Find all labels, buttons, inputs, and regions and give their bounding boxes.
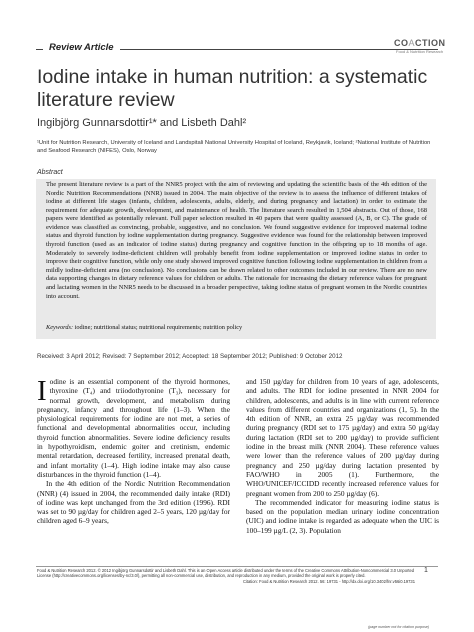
authors: Ingibjörg Gunnarsdottir¹* and Lisbeth Dahl² <box>37 117 247 129</box>
abstract-label: Abstract <box>37 169 63 176</box>
paragraph-rdi: and 150 µg/day for children from 10 years of age, adolescents, and adults. The RDI for iodine presented in NNR 2004 for children, adolescents, and adults is in line with current reference values from different countries and organizations (1, 5). In the 4th edition of NNR, an extra 25 µg/day was recommended during pregnancy (RDI set to 175 µg/day) and extra 50 µg/day during lactation (RDI set to 200 µg/day) to provide sufficient iodine in the breast milk (NNR 2004). These reference values were lower than the reference values of 200 µg/day during pregnancy and 250 µg/day during lactation presented by FAO/WHO in 2005 (1). Furthermore, the WHO/UNICEF/ICCIDD recently increased reference values for pregnant women from 200 to 250 µg/day (6). <box>246 377 439 498</box>
journal-logo[interactable] <box>394 38 446 54</box>
body-column-left <box>37 377 230 526</box>
body-column-right <box>246 377 439 535</box>
paragraph-intro: odine is an essential component of the thyroid hormones, thyroxine (T₄) and triiodothyronine (T₃), necessary for normal growth, development, and metabolism during pregnancy, infancy and throughout life (1–3). When the physiological requirements for iodine are not met, a series of functional and developmental abnormalities occur, including thyroid function abnormalities. Severe iodine deficiency results in hypothyroidism, endemic goiter and cretinism, endemic mental retardation, decreased fertility, increased prenatal death, and infant mortality (1–4). High iodine intake may also cause disturbances in the thyroid function (1–4). <box>37 377 230 479</box>
keywords-label: Keywords: <box>46 324 74 331</box>
keywords <box>46 324 427 331</box>
footer-rule <box>36 566 438 567</box>
abstract-text: The present literature review is a part of the NNR5 project with the aim of reviewing and updating the scientific basis of the 4th edition of the Nordic Nutrition Recommendations (NNR) issued in 2004. The main objective of the review is to assess the influence of different intakes of iodine at different life stages (infants, children, adolescents, adults, elderly, and during pregnancy and lactation) in order to estimate the requirement for adequate growth, development, and maintenance of health. The literature search resulted in 1,504 abstracts. Out of those, 168 papers were identified as potentially relevant. Full paper selection resulted in 40 papers that were quality assessed (A, B, or C). The grade of evidence was classified as convincing, probable, suggestive, and no conclusion. We found suggestive evidence for improved maternal iodine status and thyroid function by iodine supplementation during pregnancy. Suggestive evidence was found for the relationship between improved thyroid function (used as an indicator of iodine status) during pregnancy and cognitive function in the offspring up to 18 months of age. Moderately to severely iodine-deficient children will probably benefit from iodine supplementation or improved iodine status in order to improve their cognitive function, while only one study showed improved cognitive function following iodine supplementation in children from a mildly iodine-deficient area (no conclusion). No conclusions can be drawn related to other outcomes included in our review. There are no new data supporting changes in dietary reference values for children or adults. The rationale for increasing the dietary reference values for pregnant and lactating women in the NNR5 needs to be discussed in a broader perspective, taking iodine status of pregnant women in the Nordic countries into account. <box>46 181 427 300</box>
logo-text-prefix: CO <box>394 38 409 48</box>
logo-text-a: A <box>408 38 416 48</box>
page-number-note: (page number not for citation purpose) <box>368 625 430 629</box>
paragraph-nnr: In the 4th edition of the Nordic Nutrition Recommendation (NNR) (4) issued in 2004, the recommended daily intake (RDI) of iodine was kept unchanged from the 3rd edition (1996). RDI was set to 90 µg/day for children aged 2–5 years, 120 µg/day for children aged 6–9 years, <box>37 479 230 526</box>
logo-text-suffix: CTION <box>415 38 446 48</box>
publication-dates: Received: 3 April 2012; Revised: 7 September 2012; Accepted: 18 September 2012; Published: 9 October 2012 <box>37 353 343 360</box>
keywords-list: iodine; nutritional status; nutritional requirements; nutrition policy <box>74 324 243 331</box>
article-title: Iodine intake in human nutrition: a systematic literature review <box>37 66 428 111</box>
footer-license-text: Food & Nutrition Research 2012. © 2012 Ingibjörg Gunnarsdottir and Lisbeth Dahl. This is an Open Access article distributed under the terms of the Creative Commons Attribution-Noncommercial 3.0 Unported License (http://creativecommons.org/licenses/by-nc/3.0/), permitting all non-commercial use, distribution, and reproduction in any medium, provided the original work is properly cited. <box>37 568 415 579</box>
logo-subtitle: Food & Nutrition Research <box>396 49 444 54</box>
footer-citation: Citation: Food & Nutrition Research 2012. 56: 19731 - http://dx.doi.org/10.3402/fnr.v56i0.19731 <box>242 578 415 584</box>
affiliations: ¹Unit for Nutrition Research, University of Iceland and Landspitali National University Hospital of Iceland, Reykjavik, Iceland; ²National Institute of Nutrition and Seafood Research (NIFES), Oslo, Norway <box>37 140 431 155</box>
paragraph-uic: The recommended indicator for measuring iodine status is based on the population median urinary iodine concentration (UIC) and iodine intake is regarded as adequate when the UIC is 100–199 µg/L (2, 3). Population <box>246 497 439 535</box>
drop-cap: I <box>37 375 47 407</box>
article-type-badge: Review Article <box>43 41 120 54</box>
footer-license <box>37 568 415 584</box>
page-number: 1 <box>424 567 428 574</box>
